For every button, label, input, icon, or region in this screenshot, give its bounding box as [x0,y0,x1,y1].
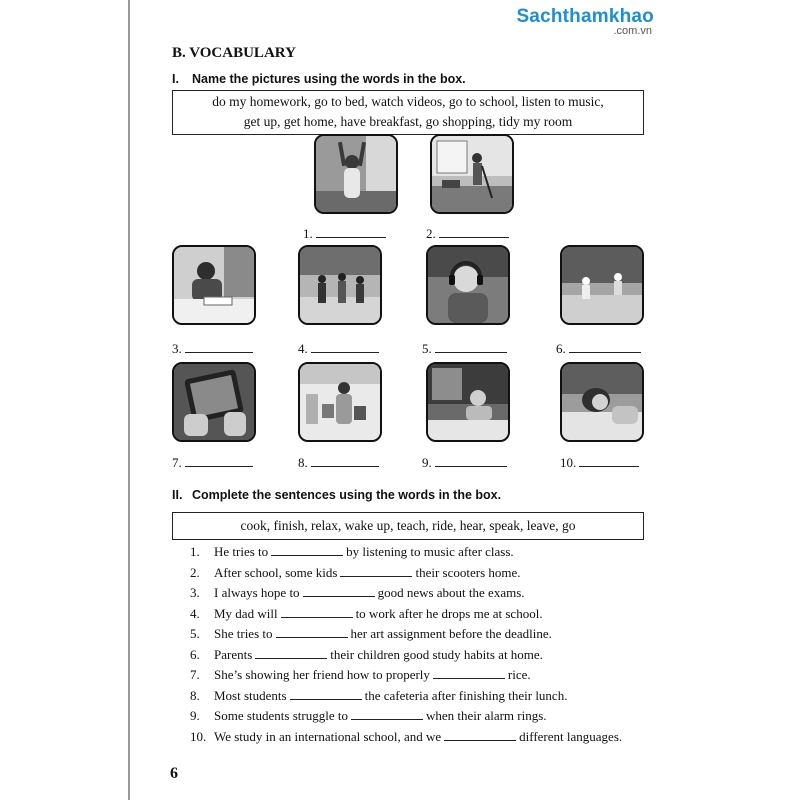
sentence-blank-8[interactable] [290,689,362,700]
section-title: B. VOCABULARY [172,45,296,61]
answer-line-9[interactable] [435,456,507,467]
task1-instruction: Name the pictures using the words in the box. [192,72,466,86]
person-in-bed-photo [562,364,642,440]
sentence-blank-4[interactable] [281,607,353,618]
person-doing-homework-photo [174,247,254,323]
sentence-10: 10. We study in an international school, and we different languages. [190,729,623,744]
task2-number: II. [172,488,183,502]
sentence-5: 5. She tries to her art assignment before the deadline. [190,626,552,641]
sentence-blank-5[interactable] [276,627,348,638]
tablet-video-photo [174,364,254,440]
picture-7 [172,362,256,442]
sentence-3: 3. I always hope to good news about the exams. [190,585,525,600]
answer-line-10[interactable] [579,456,639,467]
caption-4: 4. [298,341,379,357]
sentence-blank-2[interactable] [340,566,412,577]
answer-line-8[interactable] [311,456,379,467]
picture-1 [314,134,398,214]
caption-10: 10. [560,455,639,471]
person-stretching-photo [316,136,396,212]
picture-2 [430,134,514,214]
task2-word-box-text: cook, finish, relax, wake up, teach, ride, hear, speak, leave, go [240,518,576,533]
sentence-9: 9. Some students struggle to when their alarm rings. [190,708,547,723]
sentence-4: 4. My dad will to work after he drops me at school. [190,606,543,621]
caption-5: 5. [422,341,507,357]
sentence-1: 1. He tries to by listening to music after class. [190,544,514,559]
caption-2: 2. [426,226,509,242]
person-listening-music-photo [428,247,508,323]
task2-word-box [172,512,644,540]
brand-name: Sachthamkhao [516,6,654,27]
picture-8 [298,362,382,442]
picture-5 [426,245,510,325]
brand-domain: .com.vn [613,25,652,37]
sentence-blank-3[interactable] [303,586,375,597]
caption-9: 9. [422,455,507,471]
sentence-blank-6[interactable] [255,648,327,659]
task1-title [172,72,466,86]
person-at-desk-photo [428,364,508,440]
sentence-blank-1[interactable] [271,545,343,556]
picture-3 [172,245,256,325]
page-binding-edge [128,0,130,800]
answer-line-5[interactable] [435,342,507,353]
picture-4 [298,245,382,325]
answer-line-2[interactable] [439,227,509,238]
caption-1: 1. [303,226,386,242]
sentence-6: 6. Parents their children good study habits at home. [190,647,543,662]
answer-line-4[interactable] [311,342,379,353]
sentence-2: 2. After school, some kids their scooters home. [190,565,521,580]
caption-3: 3. [172,341,253,357]
task1-word-box-line1: do my homework, go to bed, watch videos, go to school, listen to music, [212,94,604,109]
person-tidying-room-photo [432,136,512,212]
sentence-blank-10[interactable] [444,730,516,741]
task1-word-box [172,90,644,135]
task2-instruction: Complete the sentences using the words in the box. [192,488,502,502]
task2-title [172,488,501,502]
kids-going-to-school-photo [300,247,380,323]
picture-6 [560,245,644,325]
picture-10 [560,362,644,442]
kids-running-home-photo [562,247,642,323]
caption-6: 6. [556,341,641,357]
page-number: 6 [170,765,178,782]
person-shopping-photo [300,364,380,440]
picture-9 [426,362,510,442]
caption-8: 8. [298,455,379,471]
sentence-blank-9[interactable] [351,709,423,720]
answer-line-3[interactable] [185,342,253,353]
brand-logo [508,6,654,37]
sentence-blank-7[interactable] [433,668,505,679]
answer-line-1[interactable] [316,227,386,238]
caption-7: 7. [172,455,253,471]
sentence-7: 7. She’s showing her friend how to properly rice. [190,667,531,682]
sentence-8: 8. Most students the cafeteria after finishing their lunch. [190,688,568,703]
task1-number: I. [172,72,179,86]
task1-word-box-line2: get up, get home, have breakfast, go shopping, tidy my room [243,114,573,129]
answer-line-6[interactable] [569,342,641,353]
answer-line-7[interactable] [185,456,253,467]
